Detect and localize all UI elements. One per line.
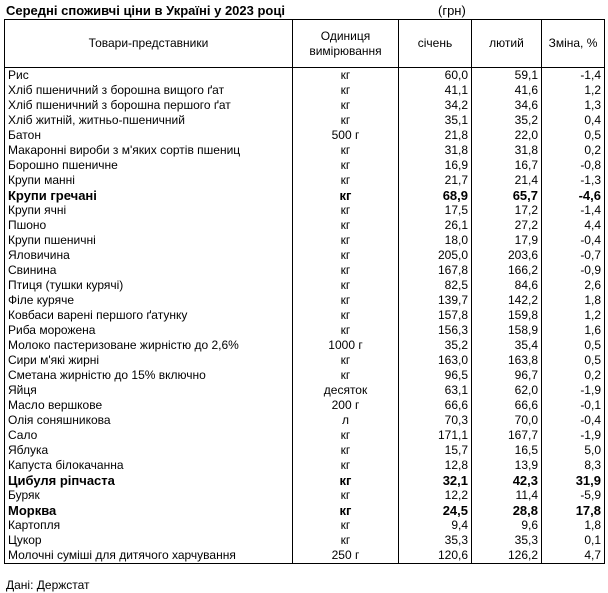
february-price-cell: 13,9 bbox=[472, 458, 542, 473]
product-name-cell: Макаронні вироби з м'яких сортів пшениц bbox=[5, 143, 293, 158]
february-price-cell: 11,4 bbox=[472, 488, 542, 503]
table-row bbox=[5, 203, 605, 218]
january-price-cell: 167,8 bbox=[399, 263, 472, 278]
unit-cell: кг bbox=[293, 98, 399, 113]
unit-cell: кг bbox=[293, 458, 399, 473]
product-name-cell: Буряк bbox=[5, 488, 293, 503]
table-row bbox=[5, 488, 605, 503]
unit-cell: кг bbox=[293, 533, 399, 548]
product-name-cell: Ковбаси варені першого ґатунку bbox=[5, 308, 293, 323]
product-name-cell: Цукор bbox=[5, 533, 293, 548]
unit-cell: кг bbox=[293, 443, 399, 458]
change-percent-cell: 4,4 bbox=[542, 218, 605, 233]
change-percent-cell: 1,8 bbox=[542, 518, 605, 533]
table-row bbox=[5, 398, 605, 413]
header-january: січень bbox=[399, 20, 472, 68]
unit-cell: кг bbox=[293, 293, 399, 308]
february-price-cell: 27,2 bbox=[472, 218, 542, 233]
product-name-cell: Батон bbox=[5, 128, 293, 143]
january-price-cell: 17,5 bbox=[399, 203, 472, 218]
january-price-cell: 26,1 bbox=[399, 218, 472, 233]
february-price-cell: 203,6 bbox=[472, 248, 542, 263]
unit-cell: кг bbox=[293, 263, 399, 278]
product-name-cell: Олія соняшникова bbox=[5, 413, 293, 428]
product-name-cell: Свинина bbox=[5, 263, 293, 278]
product-name-cell: Птиця (тушки курячі) bbox=[5, 278, 293, 293]
february-price-cell: 22,0 bbox=[472, 128, 542, 143]
february-price-cell: 42,3 bbox=[472, 473, 542, 488]
change-percent-cell: 0,5 bbox=[542, 338, 605, 353]
table-row bbox=[5, 263, 605, 278]
january-price-cell: 60,0 bbox=[399, 68, 472, 84]
change-percent-cell: 0,5 bbox=[542, 353, 605, 368]
product-name-cell: Крупи манні bbox=[5, 173, 293, 188]
february-price-cell: 9,6 bbox=[472, 518, 542, 533]
table-row bbox=[5, 68, 605, 84]
product-name-cell: Хліб пшеничний з борошна першого ґат bbox=[5, 98, 293, 113]
january-price-cell: 139,7 bbox=[399, 293, 472, 308]
change-percent-cell: -0,7 bbox=[542, 248, 605, 263]
unit-cell: кг bbox=[293, 113, 399, 128]
unit-cell: кг bbox=[293, 248, 399, 263]
unit-cell: 1000 г bbox=[293, 338, 399, 353]
change-percent-cell: -0,9 bbox=[542, 263, 605, 278]
january-price-cell: 156,3 bbox=[399, 323, 472, 338]
january-price-cell: 120,6 bbox=[399, 548, 472, 564]
table-row bbox=[5, 383, 605, 398]
february-price-cell: 159,8 bbox=[472, 308, 542, 323]
unit-cell: кг bbox=[293, 218, 399, 233]
product-name-cell: Сири м'які жирні bbox=[5, 353, 293, 368]
unit-cell: 250 г bbox=[293, 548, 399, 564]
unit-cell: кг bbox=[293, 233, 399, 248]
data-source-note: Дані: Держстат bbox=[6, 578, 90, 592]
product-name-cell: Яловичина bbox=[5, 248, 293, 263]
january-price-cell: 157,8 bbox=[399, 308, 472, 323]
february-price-cell: 163,8 bbox=[472, 353, 542, 368]
change-percent-cell: -0,4 bbox=[542, 233, 605, 248]
change-percent-cell: 8,3 bbox=[542, 458, 605, 473]
table-row bbox=[5, 428, 605, 443]
change-percent-cell: 31,9 bbox=[542, 473, 605, 488]
february-price-cell: 70,0 bbox=[472, 413, 542, 428]
table-row bbox=[5, 143, 605, 158]
january-price-cell: 70,3 bbox=[399, 413, 472, 428]
february-price-cell: 62,0 bbox=[472, 383, 542, 398]
february-price-cell: 35,3 bbox=[472, 533, 542, 548]
table-row bbox=[5, 278, 605, 293]
february-price-cell: 16,5 bbox=[472, 443, 542, 458]
unit-cell: кг bbox=[293, 428, 399, 443]
january-price-cell: 34,2 bbox=[399, 98, 472, 113]
product-name-cell: Капуста білокачанна bbox=[5, 458, 293, 473]
currency-unit-note: (грн) bbox=[438, 3, 466, 18]
unit-cell: кг bbox=[293, 308, 399, 323]
product-name-cell: Масло вершкове bbox=[5, 398, 293, 413]
january-price-cell: 16,9 bbox=[399, 158, 472, 173]
product-name-cell: Морква bbox=[5, 503, 293, 518]
change-percent-cell: -4,6 bbox=[542, 188, 605, 203]
product-name-cell: Крупи гречані bbox=[5, 188, 293, 203]
change-percent-cell: -0,8 bbox=[542, 158, 605, 173]
change-percent-cell: -5,9 bbox=[542, 488, 605, 503]
product-name-cell: Цибуля ріпчаста bbox=[5, 473, 293, 488]
product-name-cell: Сало bbox=[5, 428, 293, 443]
table-row bbox=[5, 98, 605, 113]
unit-cell: кг bbox=[293, 83, 399, 98]
header-product: Товари-представники bbox=[5, 20, 293, 68]
product-name-cell: Крупи ячні bbox=[5, 203, 293, 218]
unit-cell: кг bbox=[293, 188, 399, 203]
february-price-cell: 21,4 bbox=[472, 173, 542, 188]
table-row bbox=[5, 548, 605, 564]
february-price-cell: 35,4 bbox=[472, 338, 542, 353]
change-percent-cell: -1,4 bbox=[542, 203, 605, 218]
product-name-cell: Крупи пшеничні bbox=[5, 233, 293, 248]
change-percent-cell: 0,5 bbox=[542, 128, 605, 143]
table-row bbox=[5, 353, 605, 368]
february-price-cell: 17,9 bbox=[472, 233, 542, 248]
january-price-cell: 21,8 bbox=[399, 128, 472, 143]
product-name-cell: Яблука bbox=[5, 443, 293, 458]
january-price-cell: 96,5 bbox=[399, 368, 472, 383]
product-name-cell: Сметана жирністю до 15% включно bbox=[5, 368, 293, 383]
table-row bbox=[5, 368, 605, 383]
change-percent-cell: 4,7 bbox=[542, 548, 605, 564]
table-header-row bbox=[5, 20, 605, 68]
change-percent-cell: 17,8 bbox=[542, 503, 605, 518]
change-percent-cell: 1,8 bbox=[542, 293, 605, 308]
table-row bbox=[5, 293, 605, 308]
table-row bbox=[5, 158, 605, 173]
unit-cell: кг bbox=[293, 368, 399, 383]
table-row bbox=[5, 173, 605, 188]
table-title-bar bbox=[6, 2, 602, 20]
january-price-cell: 9,4 bbox=[399, 518, 472, 533]
unit-cell: кг bbox=[293, 68, 399, 84]
january-price-cell: 32,1 bbox=[399, 473, 472, 488]
table-row bbox=[5, 458, 605, 473]
product-name-cell: Рис bbox=[5, 68, 293, 84]
change-percent-cell: 2,6 bbox=[542, 278, 605, 293]
table-row bbox=[5, 308, 605, 323]
table-body bbox=[5, 68, 605, 564]
change-percent-cell: 5,0 bbox=[542, 443, 605, 458]
february-price-cell: 84,6 bbox=[472, 278, 542, 293]
february-price-cell: 126,2 bbox=[472, 548, 542, 564]
february-price-cell: 34,6 bbox=[472, 98, 542, 113]
table-row bbox=[5, 128, 605, 143]
product-name-cell: Картопля bbox=[5, 518, 293, 533]
table-row bbox=[5, 338, 605, 353]
january-price-cell: 82,5 bbox=[399, 278, 472, 293]
february-price-cell: 31,8 bbox=[472, 143, 542, 158]
january-price-cell: 24,5 bbox=[399, 503, 472, 518]
change-percent-cell: -1,9 bbox=[542, 428, 605, 443]
february-price-cell: 96,7 bbox=[472, 368, 542, 383]
table-row bbox=[5, 473, 605, 488]
january-price-cell: 41,1 bbox=[399, 83, 472, 98]
unit-cell: кг bbox=[293, 143, 399, 158]
february-price-cell: 167,7 bbox=[472, 428, 542, 443]
january-price-cell: 12,2 bbox=[399, 488, 472, 503]
january-price-cell: 15,7 bbox=[399, 443, 472, 458]
unit-cell: кг bbox=[293, 503, 399, 518]
table-row bbox=[5, 83, 605, 98]
unit-cell: кг bbox=[293, 488, 399, 503]
january-price-cell: 68,9 bbox=[399, 188, 472, 203]
product-name-cell: Пшоно bbox=[5, 218, 293, 233]
unit-cell: л bbox=[293, 413, 399, 428]
table-row bbox=[5, 218, 605, 233]
january-price-cell: 205,0 bbox=[399, 248, 472, 263]
unit-cell: кг bbox=[293, 518, 399, 533]
product-name-cell: Філе куряче bbox=[5, 293, 293, 308]
product-name-cell: Яйця bbox=[5, 383, 293, 398]
february-price-cell: 142,2 bbox=[472, 293, 542, 308]
january-price-cell: 35,2 bbox=[399, 338, 472, 353]
february-price-cell: 65,7 bbox=[472, 188, 542, 203]
january-price-cell: 21,7 bbox=[399, 173, 472, 188]
january-price-cell: 63,1 bbox=[399, 383, 472, 398]
table-row bbox=[5, 323, 605, 338]
table-row bbox=[5, 248, 605, 263]
unit-cell: кг bbox=[293, 158, 399, 173]
change-percent-cell: -1,4 bbox=[542, 68, 605, 84]
table-row bbox=[5, 233, 605, 248]
product-name-cell: Риба морожена bbox=[5, 323, 293, 338]
table-row bbox=[5, 443, 605, 458]
table-row bbox=[5, 503, 605, 518]
table-row bbox=[5, 113, 605, 128]
february-price-cell: 35,2 bbox=[472, 113, 542, 128]
january-price-cell: 35,3 bbox=[399, 533, 472, 548]
product-name-cell: Хліб житній, житньо-пшеничний bbox=[5, 113, 293, 128]
january-price-cell: 18,0 bbox=[399, 233, 472, 248]
february-price-cell: 28,8 bbox=[472, 503, 542, 518]
january-price-cell: 31,8 bbox=[399, 143, 472, 158]
february-price-cell: 17,2 bbox=[472, 203, 542, 218]
header-change: Зміна, % bbox=[542, 20, 605, 68]
unit-cell: кг bbox=[293, 323, 399, 338]
change-percent-cell: 1,6 bbox=[542, 323, 605, 338]
change-percent-cell: 0,1 bbox=[542, 533, 605, 548]
february-price-cell: 158,9 bbox=[472, 323, 542, 338]
unit-cell: кг bbox=[293, 353, 399, 368]
unit-cell: 200 г bbox=[293, 398, 399, 413]
unit-cell: кг bbox=[293, 203, 399, 218]
january-price-cell: 12,8 bbox=[399, 458, 472, 473]
change-percent-cell: -1,9 bbox=[542, 383, 605, 398]
prices-table bbox=[4, 19, 605, 564]
january-price-cell: 171,1 bbox=[399, 428, 472, 443]
change-percent-cell: -0,1 bbox=[542, 398, 605, 413]
change-percent-cell: 1,3 bbox=[542, 98, 605, 113]
unit-cell: кг bbox=[293, 278, 399, 293]
change-percent-cell: 1,2 bbox=[542, 83, 605, 98]
table-row bbox=[5, 533, 605, 548]
unit-cell: десяток bbox=[293, 383, 399, 398]
change-percent-cell: -0,4 bbox=[542, 413, 605, 428]
unit-cell: кг bbox=[293, 173, 399, 188]
february-price-cell: 59,1 bbox=[472, 68, 542, 84]
table-row bbox=[5, 413, 605, 428]
change-percent-cell: 1,2 bbox=[542, 308, 605, 323]
product-name-cell: Молоко пастеризоване жирністю до 2,6% bbox=[5, 338, 293, 353]
product-name-cell: Хліб пшеничний з борошна вищого ґат bbox=[5, 83, 293, 98]
january-price-cell: 163,0 bbox=[399, 353, 472, 368]
change-percent-cell: 0,4 bbox=[542, 113, 605, 128]
change-percent-cell: 0,2 bbox=[542, 143, 605, 158]
change-percent-cell: -1,3 bbox=[542, 173, 605, 188]
table-row bbox=[5, 518, 605, 533]
february-price-cell: 16,7 bbox=[472, 158, 542, 173]
table-title: Середні споживчі ціни в Україні у 2023 році bbox=[6, 3, 285, 18]
february-price-cell: 41,6 bbox=[472, 83, 542, 98]
january-price-cell: 66,6 bbox=[399, 398, 472, 413]
header-unit: Одиниця вимірювання bbox=[293, 20, 399, 68]
february-price-cell: 66,6 bbox=[472, 398, 542, 413]
february-price-cell: 166,2 bbox=[472, 263, 542, 278]
table-row bbox=[5, 188, 605, 203]
product-name-cell: Молочні суміші для дитячого харчування bbox=[5, 548, 293, 564]
product-name-cell: Борошно пшеничне bbox=[5, 158, 293, 173]
change-percent-cell: 0,2 bbox=[542, 368, 605, 383]
unit-cell: кг bbox=[293, 473, 399, 488]
header-february: лютий bbox=[472, 20, 542, 68]
january-price-cell: 35,1 bbox=[399, 113, 472, 128]
unit-cell: 500 г bbox=[293, 128, 399, 143]
